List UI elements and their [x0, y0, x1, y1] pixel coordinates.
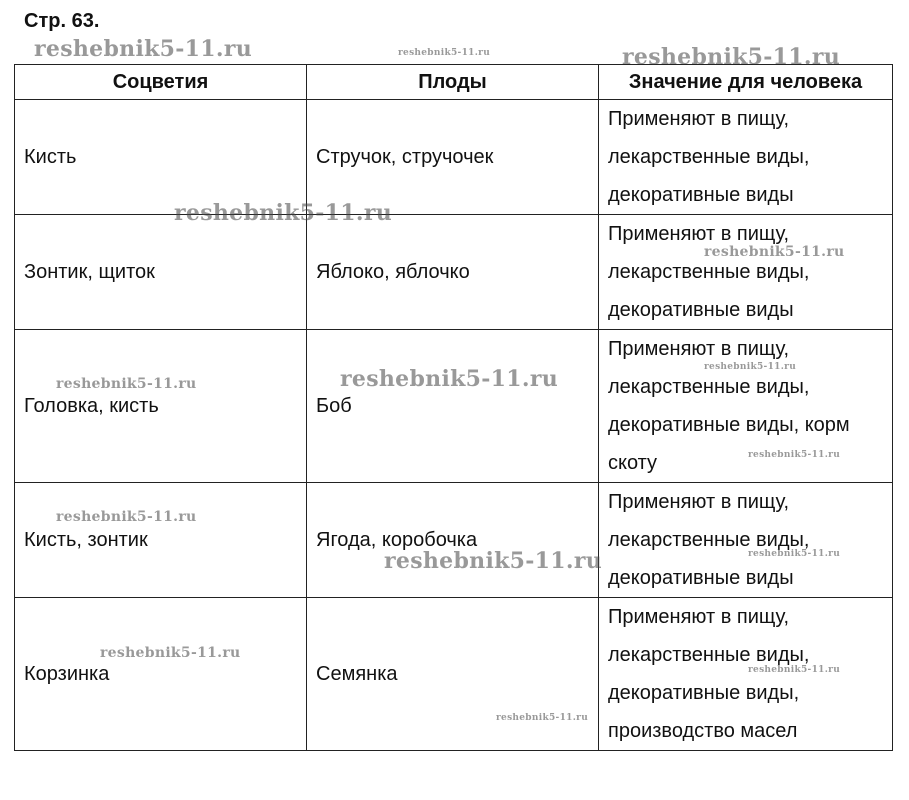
- cell-inflorescence: Кисть: [15, 100, 307, 215]
- cell-value: Применяют в пищу, лекарственные виды, декоративные виды: [599, 215, 893, 330]
- watermark: reshebnik5-11.ru: [34, 36, 253, 62]
- header-fruits: Плоды: [307, 65, 599, 100]
- cell-inflorescence: Корзинка: [15, 598, 307, 751]
- watermark: reshebnik5-11.ru: [174, 200, 393, 226]
- watermark: reshebnik5-11.ru: [384, 548, 603, 574]
- cell-value: Применяют в пищу, лекарственные виды, декоративные виды: [599, 483, 893, 598]
- watermark: reshebnik5-11.ru: [398, 48, 491, 58]
- cell-value: Применяют в пищу, лекарственные виды, декоративные виды, производство масел: [599, 598, 893, 751]
- cell-inflorescence: Кисть, зонтик: [15, 483, 307, 598]
- header-inflorescences: Соцветия: [15, 65, 307, 100]
- cell-fruit: Ягода, коробочка: [307, 483, 599, 598]
- cell-inflorescence: Зонтик, щиток: [15, 215, 307, 330]
- table-row: [15, 483, 893, 598]
- watermark: reshebnik5-11.ru: [704, 362, 797, 372]
- header-human-value: Значение для человека: [599, 65, 893, 100]
- watermark: reshebnik5-11.ru: [748, 665, 841, 675]
- table-row: [15, 100, 893, 215]
- watermark: reshebnik5-11.ru: [56, 509, 197, 525]
- watermark: reshebnik5-11.ru: [748, 450, 841, 460]
- cell-fruit: Яблоко, яблочко: [307, 215, 599, 330]
- watermark: reshebnik5-11.ru: [748, 549, 841, 559]
- page-label: Стр. 63.: [24, 10, 100, 32]
- cell-fruit: Стручок, стручочек: [307, 100, 599, 215]
- table-row: [15, 215, 893, 330]
- cell-fruit: Боб: [307, 330, 599, 483]
- watermark: reshebnik5-11.ru: [100, 645, 241, 661]
- cell-value: Применяют в пищу, лекарственные виды, декоративные виды: [599, 100, 893, 215]
- watermark: reshebnik5-11.ru: [622, 44, 841, 70]
- cell-fruit: Семянка: [307, 598, 599, 751]
- watermark: reshebnik5-11.ru: [340, 366, 559, 392]
- watermark: reshebnik5-11.ru: [56, 376, 197, 392]
- cell-inflorescence: Головка, кисть: [15, 330, 307, 483]
- cell-value: Применяют в пищу, лекарственные виды, декоративные виды, корм скоту: [599, 330, 893, 483]
- watermark: reshebnik5-11.ru: [704, 244, 845, 260]
- watermark: reshebnik5-11.ru: [496, 713, 589, 723]
